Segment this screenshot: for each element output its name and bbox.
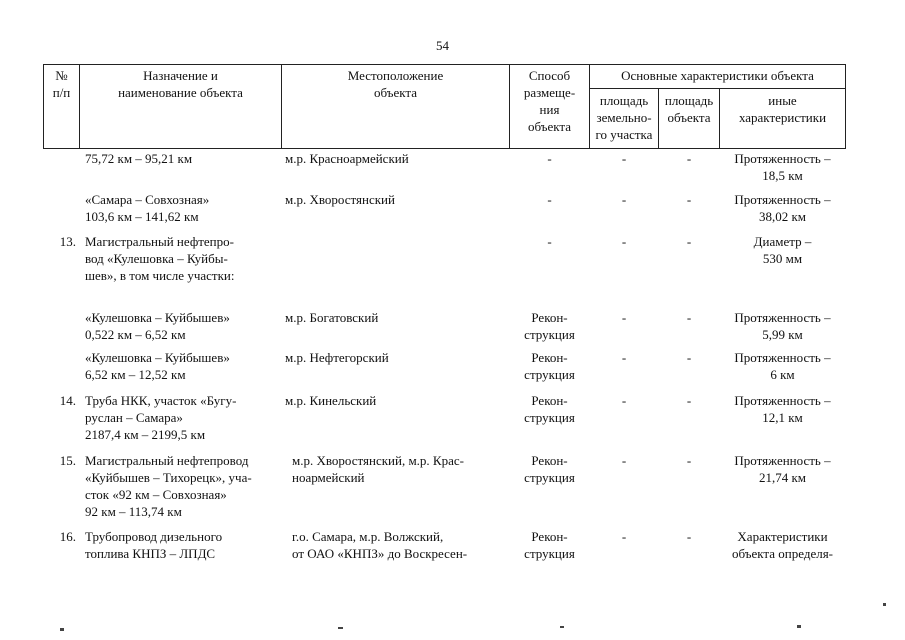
- other-characteristics-line: Протяженность –: [734, 393, 831, 408]
- header-area-object: площадь объекта: [664, 93, 714, 125]
- placement-method: [510, 233, 589, 250]
- placement-method: [510, 191, 589, 208]
- land-area: [590, 309, 658, 326]
- other-characteristics: [720, 452, 845, 486]
- placement-method-line: струкция: [524, 546, 575, 561]
- land-area: [590, 392, 658, 409]
- placement-method-line: струкция: [524, 470, 575, 485]
- object-name-line: «Куйбышев – Тихорецк», уча-: [85, 470, 252, 485]
- land-area-line: -: [621, 310, 627, 325]
- object-location: [285, 349, 507, 366]
- placement-method: [510, 528, 589, 562]
- placement-method: [510, 452, 589, 486]
- object-location-line: г.о. Самара, м.р. Волжский,: [292, 529, 444, 544]
- land-area: [590, 191, 658, 208]
- placement-method-line: Рекон-: [531, 310, 568, 325]
- scan-mark: [60, 628, 64, 631]
- object-name-line: «Кулешовка – Куйбышев»: [85, 350, 230, 365]
- other-characteristics: [720, 233, 845, 267]
- object-name-line: 92 км – 113,74 км: [85, 504, 182, 519]
- other-characteristics-line: Протяженность –: [734, 151, 831, 166]
- object-location: [285, 150, 507, 167]
- object-location: [285, 191, 507, 208]
- object-area-line: -: [686, 350, 692, 365]
- land-area-line: -: [621, 350, 627, 365]
- land-area: [590, 349, 658, 366]
- subheader-divider: [589, 88, 846, 89]
- other-characteristics: [720, 349, 845, 383]
- header-location: Местоположение объекта: [347, 68, 444, 100]
- object-name: [85, 349, 280, 383]
- page-number: 54: [436, 38, 449, 53]
- object-name: [85, 392, 280, 443]
- object-name: [85, 233, 280, 284]
- placement-method-line: -: [547, 192, 552, 207]
- other-characteristics: [720, 528, 845, 562]
- object-name-line: «Самара – Совхозная»: [85, 192, 210, 207]
- object-location-line: м.р. Хворостянский: [285, 192, 395, 207]
- object-area-line: -: [686, 151, 692, 166]
- object-name-line: топлива КНПЗ – ЛПДС: [85, 546, 216, 561]
- object-area: [659, 233, 719, 250]
- row-number: [44, 528, 76, 545]
- object-name-line: Труба НКК, участок «Бугу-: [85, 393, 237, 408]
- object-name: [85, 150, 280, 167]
- other-characteristics-line: 38,02 км: [758, 209, 807, 224]
- row-number-line: 15.: [59, 453, 76, 468]
- other-characteristics-line: 12,1 км: [762, 410, 803, 425]
- object-name: [85, 528, 280, 562]
- object-area: [659, 191, 719, 208]
- placement-method-line: -: [547, 234, 552, 249]
- object-area: [659, 528, 719, 545]
- other-characteristics: [720, 191, 845, 225]
- land-area: [590, 150, 658, 167]
- object-name: [85, 452, 280, 520]
- object-area-line: -: [686, 310, 692, 325]
- placement-method-line: Рекон-: [531, 453, 568, 468]
- object-location-line: ноармейский: [292, 470, 365, 485]
- object-location: [292, 452, 514, 486]
- placement-method-line: струкция: [524, 327, 575, 342]
- placement-method-line: Рекон-: [531, 529, 568, 544]
- object-name-line: 2187,4 км – 2199,5 км: [85, 427, 206, 442]
- land-area-line: -: [621, 393, 627, 408]
- object-name-line: Магистральный нефтепровод: [85, 453, 249, 468]
- other-characteristics: [720, 392, 845, 426]
- object-area: [659, 392, 719, 409]
- scan-mark: [560, 626, 564, 628]
- object-area-line: -: [686, 529, 692, 544]
- land-area-line: -: [621, 151, 627, 166]
- other-characteristics-line: Протяженность –: [734, 350, 831, 365]
- placement-method: [510, 309, 589, 343]
- object-name: [85, 191, 280, 225]
- land-area-line: -: [621, 453, 627, 468]
- header-area-land: площадь земельно- го участка: [595, 93, 653, 142]
- row-number: [44, 452, 76, 469]
- land-area-line: -: [621, 234, 627, 249]
- header-other: иные характеристики: [738, 93, 827, 125]
- object-name: [85, 309, 280, 343]
- col-line-7: [845, 64, 846, 149]
- object-area: [659, 349, 719, 366]
- object-location-line: м.р. Красноармейский: [285, 151, 409, 166]
- object-name-line: вод «Кулешовка – Куйбы-: [85, 251, 228, 266]
- other-characteristics-line: 21,74 км: [758, 470, 807, 485]
- object-area: [659, 150, 719, 167]
- placement-method-line: струкция: [524, 410, 575, 425]
- header-name: Назначение и наименование объекта: [118, 68, 243, 100]
- object-name-line: 0,522 км – 6,52 км: [85, 327, 186, 342]
- object-location: [292, 528, 514, 562]
- header-method: Способ размеще- ния объекта: [523, 68, 576, 134]
- object-location-line: м.р. Кинельский: [285, 393, 377, 408]
- header-bottom-border: [43, 148, 846, 149]
- object-location-line: м.р. Богатовский: [285, 310, 379, 325]
- object-location-line: от ОАО «КНПЗ» до Воскресен-: [292, 546, 468, 561]
- row-number-line: 16.: [59, 529, 76, 544]
- land-area-line: -: [621, 192, 627, 207]
- other-characteristics-line: Характеристики: [737, 529, 828, 544]
- land-area: [590, 233, 658, 250]
- object-area: [659, 309, 719, 326]
- row-number: [44, 233, 76, 250]
- other-characteristics-line: Протяженность –: [734, 310, 831, 325]
- scan-mark: [883, 603, 886, 606]
- object-name-line: «Кулешовка – Куйбышев»: [85, 310, 230, 325]
- object-area-line: -: [686, 453, 692, 468]
- other-characteristics-line: 6 км: [770, 367, 795, 382]
- header-main-characteristics: Основные характеристики объекта: [621, 68, 814, 83]
- header-num: № п/п: [52, 68, 71, 100]
- other-characteristics-line: 5,99 км: [762, 327, 803, 342]
- object-location: [285, 309, 507, 326]
- object-location-line: м.р. Нефтегорский: [285, 350, 389, 365]
- placement-method-line: Рекон-: [531, 393, 568, 408]
- other-characteristics-line: Диаметр –: [753, 234, 812, 249]
- object-name-line: 6,52 км – 12,52 км: [85, 367, 186, 382]
- object-name-line: 75,72 км – 95,21 км: [85, 151, 193, 166]
- row-number-line: 13.: [59, 234, 76, 249]
- placement-method-line: струкция: [524, 367, 575, 382]
- scan-mark: [338, 627, 343, 629]
- other-characteristics: [720, 150, 845, 184]
- row-number: [44, 392, 76, 409]
- object-name-line: 103,6 км – 141,62 км: [85, 209, 199, 224]
- other-characteristics-line: Протяженность –: [734, 192, 831, 207]
- scan-mark: [797, 625, 801, 628]
- placement-method-line: Рекон-: [531, 350, 568, 365]
- land-area: [590, 528, 658, 545]
- other-characteristics-line: объекта определя-: [731, 546, 834, 561]
- object-name-line: руслан – Самара»: [85, 410, 183, 425]
- object-name-line: шев», в том числе участки:: [85, 268, 235, 283]
- land-area: [590, 452, 658, 469]
- object-area-line: -: [686, 234, 692, 249]
- object-name-line: сток «92 км – Совхозная»: [85, 487, 227, 502]
- object-location: [285, 392, 507, 409]
- land-area-line: -: [621, 529, 627, 544]
- other-characteristics-line: 18,5 км: [762, 168, 803, 183]
- object-area: [659, 452, 719, 469]
- object-name-line: Трубопровод дизельного: [85, 529, 223, 544]
- row-number-line: 14.: [59, 393, 76, 408]
- object-area-line: -: [686, 393, 692, 408]
- other-characteristics-line: 530 мм: [762, 251, 803, 266]
- object-location-line: м.р. Хворостянский, м.р. Крас-: [292, 453, 464, 468]
- placement-method: [510, 150, 589, 167]
- placement-method: [510, 392, 589, 426]
- placement-method: [510, 349, 589, 383]
- object-name-line: Магистральный нефтепро-: [85, 234, 234, 249]
- object-area-line: -: [686, 192, 692, 207]
- other-characteristics-line: Протяженность –: [734, 453, 831, 468]
- placement-method-line: -: [547, 151, 552, 166]
- other-characteristics: [720, 309, 845, 343]
- table-top-border: [43, 64, 846, 65]
